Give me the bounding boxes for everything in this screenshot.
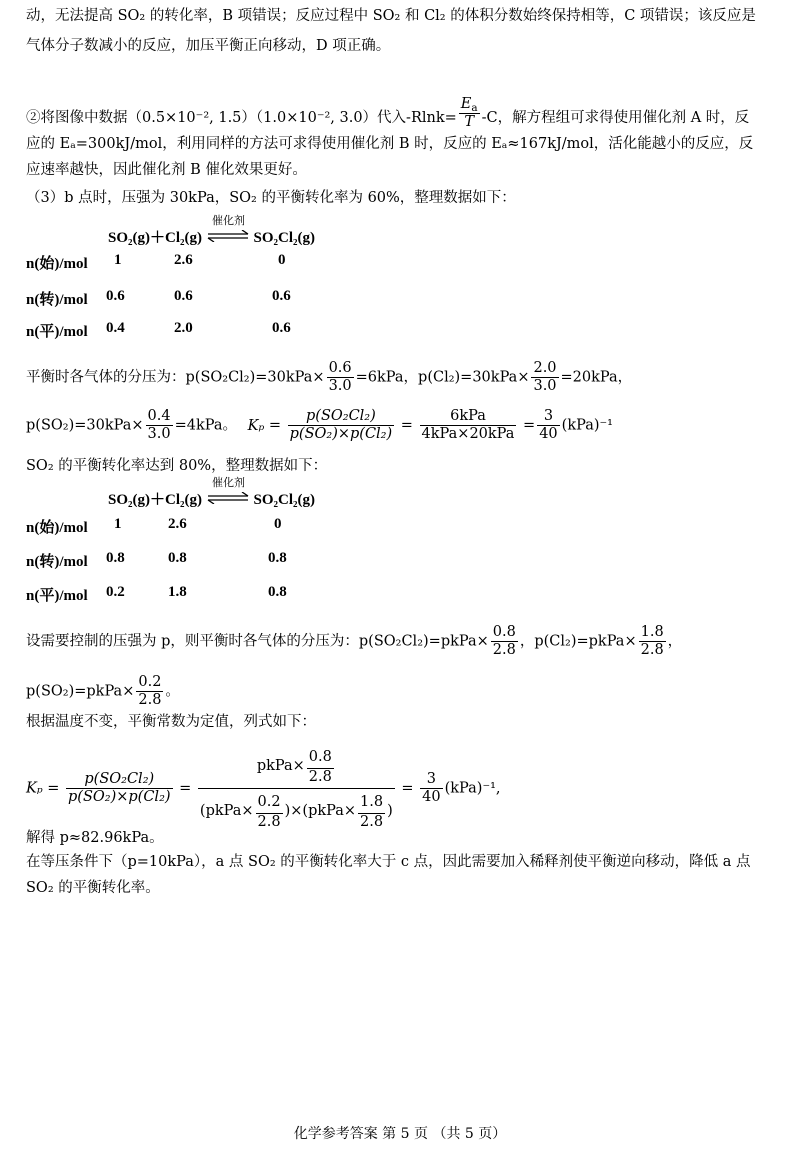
compound-numerator: [198, 746, 395, 789]
text-line-5: 应速率越快，因此催化剂 B 催化效果更好。: [26, 162, 307, 178]
kp-symbol: Kₚ: [26, 780, 43, 797]
kp-fraction: [288, 408, 395, 443]
text-segment: )×(pkPa×: [284, 803, 357, 819]
fraction-numerator: 0.6: [328, 360, 352, 376]
table-cell: 0.6: [174, 288, 193, 304]
table-cell: 0.8: [268, 584, 287, 600]
table-cell: 1: [114, 252, 122, 268]
table-cell: 2.0: [174, 320, 193, 336]
fraction-denominator: p(SO₂)×p(Cl₂): [289, 426, 393, 442]
fraction-denominator: 2.8: [360, 814, 384, 830]
table-cell: 0: [278, 252, 286, 268]
fraction: [531, 360, 558, 395]
text-line-3: [26, 96, 749, 131]
text-segment: =20kPa，: [560, 369, 633, 386]
text-line-1: 动，无法提高 SO₂ 的转化率，B 项错误；反应过程中 SO₂ 和 Cl₂ 的体积分数始终保持相等，C 项错误；该反应是: [26, 8, 756, 24]
row-label: n(平)/mol: [26, 324, 88, 340]
text-line-last-2: SO₂ 的平衡转化率。: [26, 880, 160, 896]
fraction-numerator: 0.2: [138, 674, 162, 690]
table-cell: 0.6: [272, 320, 291, 336]
text-line-6: （3）b 点时，压强为 30kPa，SO₂ 的平衡转化率为 60%，整理数据如下：: [26, 190, 516, 206]
table-cell: 1: [114, 516, 122, 532]
text-line-solve: 解得 p≈82.96kPa。: [26, 830, 164, 846]
kp-value-fraction: [420, 408, 517, 443]
partial-pressure-line-4: [26, 674, 180, 709]
fraction-numerator: 2.0: [533, 360, 557, 376]
fraction-numerator: 0.4: [147, 408, 171, 424]
table-cell: 0: [274, 516, 282, 532]
text-segment: (pkPa×: [199, 803, 254, 819]
fraction-numerator: 0.8: [492, 624, 516, 640]
kp-result-fraction: [420, 771, 442, 806]
equilibrium-arrow-icon: [206, 230, 250, 247]
table-cell: 2.6: [168, 516, 187, 532]
text-segment: pkPa×: [256, 758, 305, 774]
fraction-denominator: 2.8: [138, 692, 162, 708]
text-segment: p(SO₂)=pkPa×: [26, 683, 135, 700]
catalyst-label: 催化剂: [212, 477, 245, 489]
table-cell: 1.8: [168, 584, 187, 600]
fraction-denominator: 2.8: [640, 642, 664, 658]
text-segment: ，p(Cl₂)=pkPa×: [519, 633, 637, 650]
fraction: [639, 624, 666, 659]
text-line-last-1: 在等压条件下（p=10kPa），a 点 SO₂ 的平衡转化率大于 c 点，因此需要加入稀释剂使平衡逆向移动，降低 a 点: [26, 854, 751, 870]
text-segment: p(SO₂)=30kPa×: [26, 417, 144, 434]
fraction-numerator: 3: [420, 771, 442, 789]
row-label: n(转)/mol: [26, 292, 88, 308]
fraction: [327, 360, 354, 395]
kp-unit: (kPa)⁻¹,: [444, 780, 501, 797]
fraction: [358, 791, 385, 831]
kp-symbol: Kₚ: [247, 417, 265, 434]
reactants: SO₂(g)＋Cl₂(g): [108, 492, 202, 508]
fraction-denominator: 3.0: [533, 378, 557, 394]
catalyst-label: 催化剂: [212, 215, 245, 227]
fraction-denominator: p(SO₂)×p(Cl₂): [68, 789, 171, 805]
text-line-3-end: -C，解方程组可求得使用催化剂 A 时，反: [481, 110, 750, 126]
fraction: [256, 791, 283, 831]
kp-unit: (kPa)⁻¹: [561, 417, 613, 434]
kp-fraction: [66, 771, 173, 806]
table-cell: 0.6: [272, 288, 291, 304]
row-label: n(始)/mol: [26, 256, 88, 272]
kp-equation-big: Kₚ = $\frac{\text{p(SO₂Cl₂)}}{\text{p(SO₂)×p(Cl₂)}}$ = pkPa× $\frac{0.8}{2.8}$ (pkPa× $\frac{0.2}{2.8}$ )×(pkPa× $\frac{1.8}{2.8}$ ) = $\frac{3}{40}$ (kPa)⁻¹,: [26, 746, 501, 831]
table-cell: 0.4: [106, 320, 125, 336]
fraction-denominator: 2.8: [492, 642, 516, 658]
fraction: [146, 408, 173, 443]
row-label: n(转)/mol: [26, 554, 88, 570]
row-label: n(平)/mol: [26, 588, 88, 604]
table-cell: 0.8: [268, 550, 287, 566]
compound-denominator: [198, 789, 395, 831]
kp-result-fraction: [537, 408, 559, 443]
partial-pressure-line-2: p(SO₂)=30kPa× $\frac{0.4}{3.0}$ =4kPa。 Kₚ = $\frac{\text{p(SO₂Cl₂)}}{\text{p(SO₂)×p(Cl₂)}}$ = $\frac{\text{6kPa}}{\text{4kPa×20kPa}}$ = $\frac{3}{40}$ (kPa)⁻¹: [26, 408, 613, 442]
fraction-numerator: p(SO₂Cl₂): [288, 408, 395, 426]
fraction-numerator: 1.8: [640, 624, 664, 640]
fraction-numerator: 6kPa: [420, 408, 517, 426]
table-cell: 0.2: [106, 584, 125, 600]
fraction-numerator: 1.8: [358, 791, 385, 814]
partial-pressure-line-1: [26, 360, 632, 395]
fraction-denominator: 40: [422, 789, 441, 805]
table-cell: 0.8: [168, 550, 187, 566]
fraction: [136, 674, 163, 709]
fraction-denominator: 2.8: [257, 814, 281, 830]
fraction-denominator: 2.8: [308, 769, 332, 785]
text-line-3-start: ②将图像中数据（0.5×10⁻², 1.5）（1.0×10⁻², 3.0）代入-Rlnk=: [26, 110, 457, 126]
product: SO₂Cl₂(g): [253, 230, 315, 246]
fraction: [491, 624, 518, 659]
page-footer: 化学参考答案 第 5 页 （共 5 页）: [293, 1126, 507, 1142]
fraction: [307, 746, 334, 786]
text-segment: ): [387, 803, 393, 819]
reaction-equation-2: [108, 477, 315, 509]
text-segment: =6kPa，p(Cl₂)=30kPa×: [355, 369, 530, 386]
text-line-4: 应的 Eₐ=300kJ/mol，利用同样的方法可求得使用催化剂 B 时，反应的 Eₐ≈167kJ/mol，活化能越小的反应，反: [26, 136, 754, 152]
equilibrium-arrow-icon: [206, 492, 250, 509]
fraction-numerator: 0.8: [307, 746, 334, 769]
text-segment: 设需要控制的压强为 p，则平衡时各气体的分压为：p(SO₂Cl₂)=pkPa×: [26, 633, 489, 650]
text-segment: =4kPa。: [174, 417, 237, 434]
text-line-80: SO₂ 的平衡转化率达到 80%，整理数据如下：: [26, 458, 328, 474]
partial-pressure-line-3: [26, 624, 682, 659]
reactants: SO₂(g)＋Cl₂(g): [108, 230, 202, 246]
fraction-numerator: p(SO₂Cl₂): [66, 771, 173, 789]
fraction-denominator: 4kPa×20kPa: [421, 426, 515, 442]
fraction-denominator: 3.0: [328, 378, 352, 394]
text-segment: 平衡时各气体的分压为：p(SO₂Cl₂)=30kPa×: [26, 369, 325, 386]
fraction-numerator: 0.2: [256, 791, 283, 814]
kp-compound-fraction: [198, 746, 395, 831]
reaction-equation-1: [108, 215, 315, 247]
ea-over-t-fraction: $\frac{E_a}{T}$: [460, 96, 478, 130]
row-label: n(始)/mol: [26, 520, 88, 536]
text-segment: 。: [165, 683, 180, 700]
fraction-numerator: 3: [537, 408, 559, 426]
text-line-temperature: 根据温度不变，平衡常数为定值，列式如下：: [26, 714, 316, 730]
product: SO₂Cl₂(g): [253, 492, 315, 508]
text-line-2: 气体分子数减小的反应，加压平衡正向移动，D 项正确。: [26, 38, 391, 54]
fraction-denominator: 3.0: [147, 426, 171, 442]
table-cell: 0.6: [106, 288, 125, 304]
text-segment: ，: [667, 633, 683, 650]
fraction-denominator: 40: [539, 426, 558, 442]
table-cell: 2.6: [174, 252, 193, 268]
table-cell: 0.8: [106, 550, 125, 566]
